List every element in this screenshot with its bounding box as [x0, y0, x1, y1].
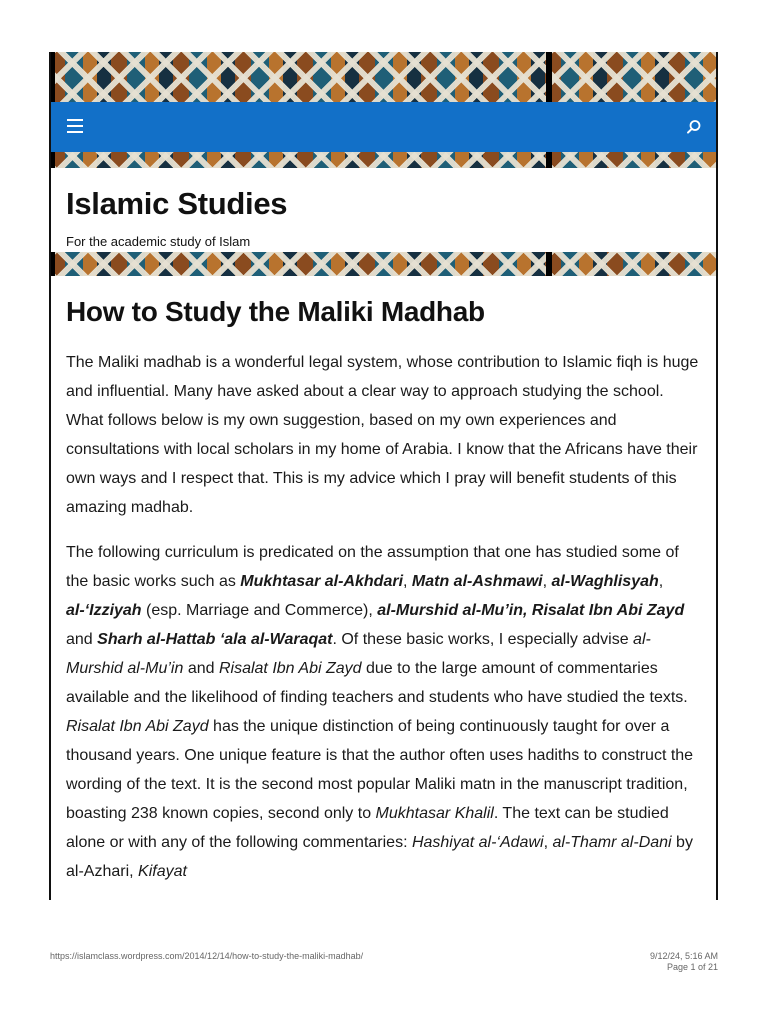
- text-run: and: [66, 631, 98, 648]
- search-icon[interactable]: [686, 119, 702, 135]
- post-paragraph: [66, 348, 702, 522]
- book-title-bold: Mukhtasar al-Akhdari: [240, 573, 404, 590]
- text-run: ,: [403, 573, 412, 590]
- book-title-bold: al-Murshid al-Mu’in,: [377, 602, 528, 619]
- hamburger-menu-icon[interactable]: [67, 119, 83, 133]
- text-run: The following curriculum is predicated on the assumption that one has studied some of the basic works such as: [66, 544, 679, 590]
- book-title: Hashiyat al-‘Adawi: [411, 834, 544, 851]
- print-footer-datetime: 9/12/24, 5:16 AM: [649, 951, 718, 961]
- post-title: How to Study the Maliki Madhab: [66, 296, 485, 327]
- text-run: due to the large amount of commentaries available and the likelihood of finding teachers and students who have studied the texts.: [66, 660, 688, 706]
- text-run: by al-Azhari,: [66, 834, 693, 880]
- book-title-bold: Sharh al-Hattab ‘ala al-Waraqat: [97, 631, 333, 648]
- print-footer-page-number: Page 1 of 21: [666, 962, 718, 972]
- text-run: . The text can be studied alone or with any of the following commentaries:: [66, 805, 669, 851]
- text-run: . Of these basic works, I especially advise: [332, 631, 634, 648]
- mosaic-divider: [546, 252, 552, 276]
- text-run: (esp. Marriage and Commerce),: [141, 602, 378, 619]
- book-title-bold: Risalat Ibn Abi Zayd: [531, 602, 685, 619]
- text-run: ,: [542, 573, 552, 590]
- book-title: Risalat Ibn Abi Zayd: [66, 718, 209, 735]
- site-tagline: For the academic study of Islam: [66, 234, 251, 249]
- post-body: [66, 348, 702, 900]
- book-title: Kifayat: [138, 863, 187, 880]
- text-run: has the unique distinction of being continuously taught for over a thousand years. One unique feature is that the author often uses hadiths to construct the wording of the text. It is the second most popular Maliki matn in the manuscript tradition, boasting 238 known copies, second only to: [66, 718, 694, 822]
- nav-bar: [49, 102, 718, 152]
- book-title-bold: al-Waghlisyah: [551, 573, 659, 590]
- text-run: The Maliki madhab is a wonderful legal system, whose contribution to Islamic fiqh is huge and influential. Many have asked about a clear way to approach studying the school. What follows below is my own suggestion, based on my own experiences and consultations with local scholars in my home of Arabia. I know that the Africans have their own ways and I respect that. This is my advice which I pray will benefit students of this amazing madhab.: [66, 354, 699, 516]
- post-paragraph: [66, 538, 702, 886]
- frame-border-right: [716, 52, 718, 900]
- divider-mosaic-image: [49, 252, 718, 276]
- text-run: ,: [543, 834, 553, 851]
- print-footer-url: https://islamclass.wordpress.com/2014/12/14/how-to-study-the-maliki-madhab/: [50, 951, 364, 961]
- book-title-bold: al-‘Izziyah: [66, 602, 142, 619]
- page-frame: [49, 52, 718, 900]
- book-title: Risalat Ibn Abi Zayd: [218, 660, 362, 677]
- site-title[interactable]: Islamic Studies: [66, 186, 288, 221]
- book-title: al-Murshid al-Mu’in: [66, 631, 651, 677]
- site-header: [49, 168, 718, 252]
- text-run: ,: [658, 573, 664, 590]
- text-run: and: [183, 660, 219, 677]
- book-title-bold: Matn al-Ashmawi: [411, 573, 543, 590]
- book-title: al-Thamr al-Dani: [552, 834, 672, 851]
- frame-border-left: [49, 52, 51, 900]
- book-title: Mukhtasar Khalil: [375, 805, 494, 822]
